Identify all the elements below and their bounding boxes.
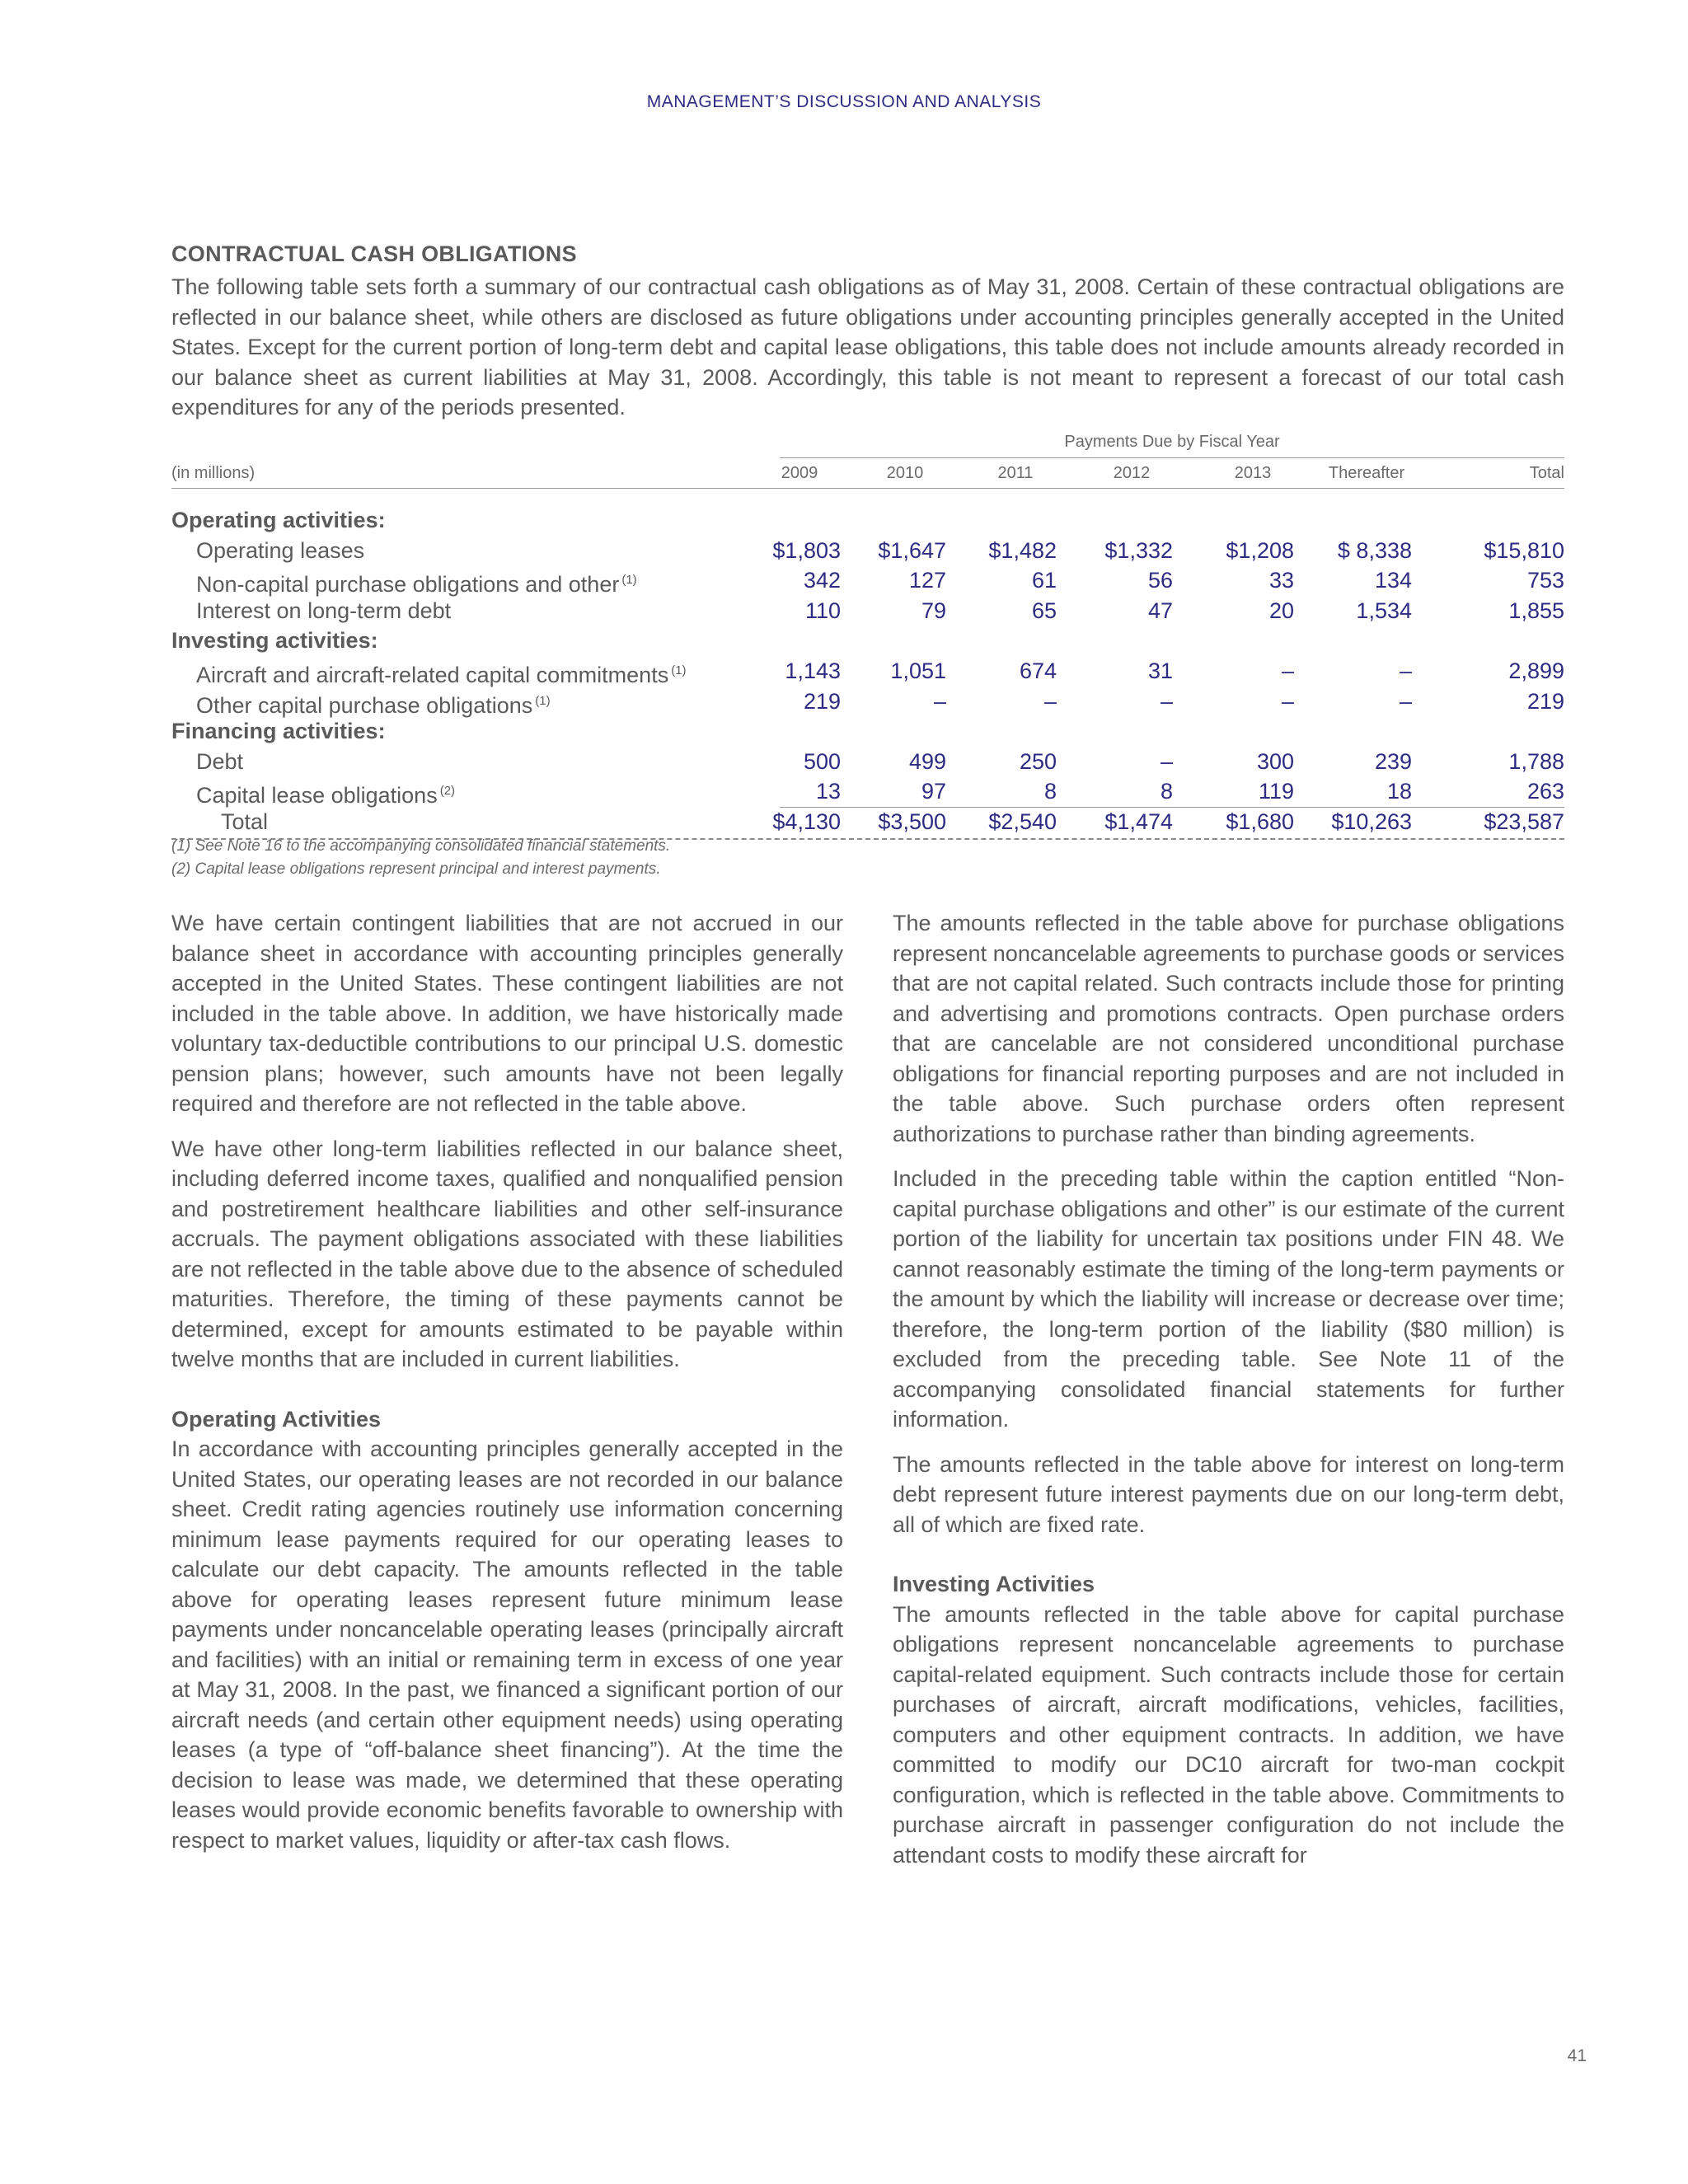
table-cell: $1,647 xyxy=(878,537,946,563)
table-cell: – xyxy=(1281,658,1294,683)
table-section-row xyxy=(171,626,1564,655)
table-cell: 500 xyxy=(803,748,841,774)
header-rule xyxy=(171,488,1564,489)
table-row xyxy=(171,656,1564,686)
table-cell: 219 xyxy=(1526,688,1564,714)
table-row xyxy=(171,747,1564,776)
table-cell: 300 xyxy=(1256,748,1294,774)
right-column xyxy=(893,908,1564,1885)
footnote-marker: (2) xyxy=(439,784,456,799)
subtotal-rule xyxy=(780,807,1564,808)
table-cell: 1,788 xyxy=(1508,748,1564,774)
table-cell: $1,482 xyxy=(988,537,1057,563)
row-label-text: Debt xyxy=(196,748,244,774)
table-cell: $1,680 xyxy=(1226,809,1294,834)
row-label-text: Financing activities: xyxy=(171,719,386,744)
row-label xyxy=(196,565,637,599)
table-cell: 263 xyxy=(1526,779,1564,804)
table-cell: 2,899 xyxy=(1508,658,1564,683)
row-label xyxy=(171,505,386,535)
footnote-marker: (1) xyxy=(671,663,687,677)
table-row xyxy=(171,565,1564,598)
table-cell: 65 xyxy=(1031,598,1057,623)
table-cell: 18 xyxy=(1386,779,1412,804)
table-cell: – xyxy=(1160,748,1173,774)
table-cell: 134 xyxy=(1374,568,1412,593)
paragraph: We have other long-term liabilities reflected in our balance sheet, including deferred income taxes, qualified and nonqualified pension and postretirement healthcare liabilities and other self-insurance accruals. The payment obligations associated with these liabilities are not reflected in the table above due to the absence of scheduled maturities. Therefore, the timing of these payments cannot be determined, except for amounts estimated to be payable within twelve months that are included in current liabilities. xyxy=(171,1136,843,1371)
table-total-row xyxy=(171,807,1564,837)
table-cell: 499 xyxy=(908,748,946,774)
running-header: MANAGEMENT’S DISCUSSION AND ANALYSIS xyxy=(646,92,1042,111)
table-cell: $ 8,338 xyxy=(1337,537,1412,563)
section-title: CONTRACTUAL CASH OBLIGATIONS xyxy=(171,241,577,266)
paragraph: We have certain contingent liabilities that are not accrued in our balance sheet in accordance with accounting principles generally accepted in the United States. These contingent liabilities are not included in the table above. In addition, we have historically made voluntary tax-deductible contributions to our principal U.S. domestic pension plans; however, such amounts have not been legally required and therefore are not reflected in the table above. xyxy=(171,911,843,1116)
subheading-investing-activities: Investing Activities xyxy=(893,1572,1095,1596)
group-header-rule xyxy=(780,457,1564,458)
column-header: 2012 xyxy=(1113,464,1151,482)
table-cell: 1,051 xyxy=(890,658,946,683)
table-cell: 753 xyxy=(1526,568,1564,593)
footnote: (2) Capital lease obligations represent principal and interest payments. xyxy=(171,860,661,878)
table-cell: 20 xyxy=(1268,598,1294,623)
subheading-operating-activities: Operating Activities xyxy=(171,1406,382,1432)
table-cell: 33 xyxy=(1268,568,1294,593)
row-label xyxy=(196,747,243,776)
table-cell: 239 xyxy=(1374,748,1412,774)
table-cell: $1,208 xyxy=(1226,537,1294,563)
table-cell: – xyxy=(1043,688,1057,714)
paragraph: In accordance with accounting principles generally accepted in the United States, our operating leases are not recorded in our balance sheet. Credit rating agencies routinely use information concerning minimum lease payments required for our operating leases to calculate our debt capacity. The amounts reflected in the table above for operating leases represent future minimum lease payments under noncancelable operating leases (principally aircraft and facilities) with an initial or remaining term in excess of one year at May 31, 2008. In the past, we financed a significant portion of our aircraft needs (and certain other equipment needs) using operating leases (a type of “off-balance sheet financing”). At the time the decision to lease was made, we determined that these operating leases would provide economic benefits favorable to ownership with respect to market values, liquidity or after-tax cash flows. xyxy=(171,1436,843,1853)
table-cell: 674 xyxy=(1019,658,1057,683)
units-label: (in millions) xyxy=(171,464,256,482)
table-cell: – xyxy=(1160,688,1173,714)
row-label-text: Total xyxy=(221,809,269,834)
table-cell: – xyxy=(1399,658,1412,683)
table-cell: 47 xyxy=(1147,598,1173,623)
table-cell: 97 xyxy=(921,779,946,804)
table-cell: 79 xyxy=(921,598,946,623)
table-cell: 31 xyxy=(1147,658,1173,683)
table-cell: 1,534 xyxy=(1356,598,1412,623)
intro-paragraph: The following table sets forth a summary of our contractual cash obligations as of May 31, 2008. Certain of these contractual obligations are reflected in our balance sheet, while others are disclosed as future obligations under accounting principles generally accepted in the United States. Except for the current portion of long-term debt and capital lease obligations, this table does not include amounts already recorded in our balance sheet as current liabilities at May 31, 2008. Accordingly, this table is not meant to represent a forecast of our total cash expenditures for any of the periods presented. xyxy=(171,274,1564,419)
table-row xyxy=(171,687,1564,716)
row-label xyxy=(221,807,268,837)
table-cell: $23,587 xyxy=(1484,809,1564,834)
left-column xyxy=(171,908,843,1870)
column-header: 2010 xyxy=(886,464,924,482)
row-label-text: Capital lease obligations xyxy=(196,783,438,808)
row-label xyxy=(196,687,551,720)
table-cell: $3,500 xyxy=(878,809,946,834)
row-label-text: Operating activities: xyxy=(171,508,386,532)
table-cell: $1,332 xyxy=(1104,537,1173,563)
paragraph: The amounts reflected in the table above for purchase obligations represent noncancelable agreements to purchase goods or services that are not capital related. Such contracts include those for printing and advertising and promotions contracts. Open purchase orders that are cancelable are not considered unconditional purchase obligations for financial reporting purposes and are not included in the table above. Such purchase orders often represent authorizations to purchase rather than binding agreements. xyxy=(893,911,1564,1146)
paragraph: Included in the preceding table within the caption entitled “Non-capital purchase obligations and other” is our estimate of the current portion of the liability for uncertain tax positions under FIN 48. We cannot reasonably estimate the timing of the long-term payments or the amount by which the liability will increase or decrease over time; therefore, the long-term portion of the liability ($80 million) is excluded from the preceding table. See Note 11 of the accompanying consolidated financial statements for further information. xyxy=(893,1166,1564,1432)
table-header-row xyxy=(171,464,1564,487)
row-label xyxy=(196,656,687,690)
table-cell: – xyxy=(933,688,946,714)
paragraph: The amounts reflected in the table above for capital purchase obligations represent noncancelable agreements to purchase capital-related equipment. Such contracts include those for certain purchases of aircraft, aircraft modifications, vehicles, facilities, computers and other equipment contracts. In addition, we have committed to modify our DC10 aircraft for two-man cockpit configuration, which is reflected in the table above. Commitments to purchase aircraft in passenger configuration do not include the attendant costs to modify these aircraft for xyxy=(893,1601,1564,1868)
table-cell: 250 xyxy=(1019,748,1057,774)
table-cell: $4,130 xyxy=(772,809,841,834)
table-section-row xyxy=(171,716,1564,746)
column-header: 2011 xyxy=(997,464,1034,482)
footnote-marker: (1) xyxy=(535,693,551,708)
column-header: Total xyxy=(1529,464,1564,482)
table-cell: – xyxy=(1281,688,1294,714)
table-cell: 219 xyxy=(803,688,841,714)
table-cell: 342 xyxy=(803,568,841,593)
footnote-marker: (1) xyxy=(621,573,637,588)
row-label xyxy=(196,596,451,626)
table-cell: 56 xyxy=(1147,568,1173,593)
table-cell: $2,540 xyxy=(988,809,1057,834)
row-label xyxy=(171,716,386,746)
table-cell: – xyxy=(1399,688,1412,714)
table-cell: 1,143 xyxy=(785,658,841,683)
table-cell: $10,263 xyxy=(1331,809,1412,834)
column-header: Thereafter xyxy=(1328,464,1405,482)
table-row xyxy=(171,596,1564,626)
row-label-text: Operating leases xyxy=(196,537,365,563)
table-cell: 8 xyxy=(1043,779,1057,804)
row-label xyxy=(196,776,455,810)
table-cell: 13 xyxy=(815,779,841,804)
column-header: 2009 xyxy=(781,464,818,482)
table-cell: 61 xyxy=(1031,568,1057,593)
footnote: (1) See Note 16 to the accompanying consolidated financial statements. xyxy=(171,837,671,855)
row-label xyxy=(171,626,378,655)
row-label-text: Aircraft and aircraft-related capital commitments xyxy=(196,663,669,687)
table-group-header: Payments Due by Fiscal Year xyxy=(1064,433,1280,451)
table-row xyxy=(171,536,1564,565)
table-cell: 1,855 xyxy=(1508,598,1564,623)
table-cell: $15,810 xyxy=(1484,537,1564,563)
row-label-text: Other capital purchase obligations xyxy=(196,692,533,718)
page-number: 41 xyxy=(1567,2046,1587,2065)
row-label-text: Non-capital purchase obligations and other xyxy=(196,572,620,598)
table-footnotes xyxy=(171,835,670,881)
table-row xyxy=(171,776,1564,806)
column-header: 2013 xyxy=(1234,464,1272,482)
table-section-row xyxy=(171,505,1564,535)
table-cell: 119 xyxy=(1258,779,1294,804)
table-cell: 8 xyxy=(1160,779,1173,804)
table-cell: $1,803 xyxy=(772,537,841,563)
table-cell: 110 xyxy=(804,598,841,623)
row-label-text: Investing activities: xyxy=(171,628,378,654)
row-label-text: Interest on long-term debt xyxy=(196,598,452,623)
paragraph: The amounts reflected in the table above for interest on long-term debt represent future interest payments due on our long-term debt, all of which are fixed rate. xyxy=(893,1451,1564,1537)
table-cell: $1,474 xyxy=(1104,809,1173,834)
table-cell: 127 xyxy=(908,568,946,593)
row-label xyxy=(196,536,364,565)
